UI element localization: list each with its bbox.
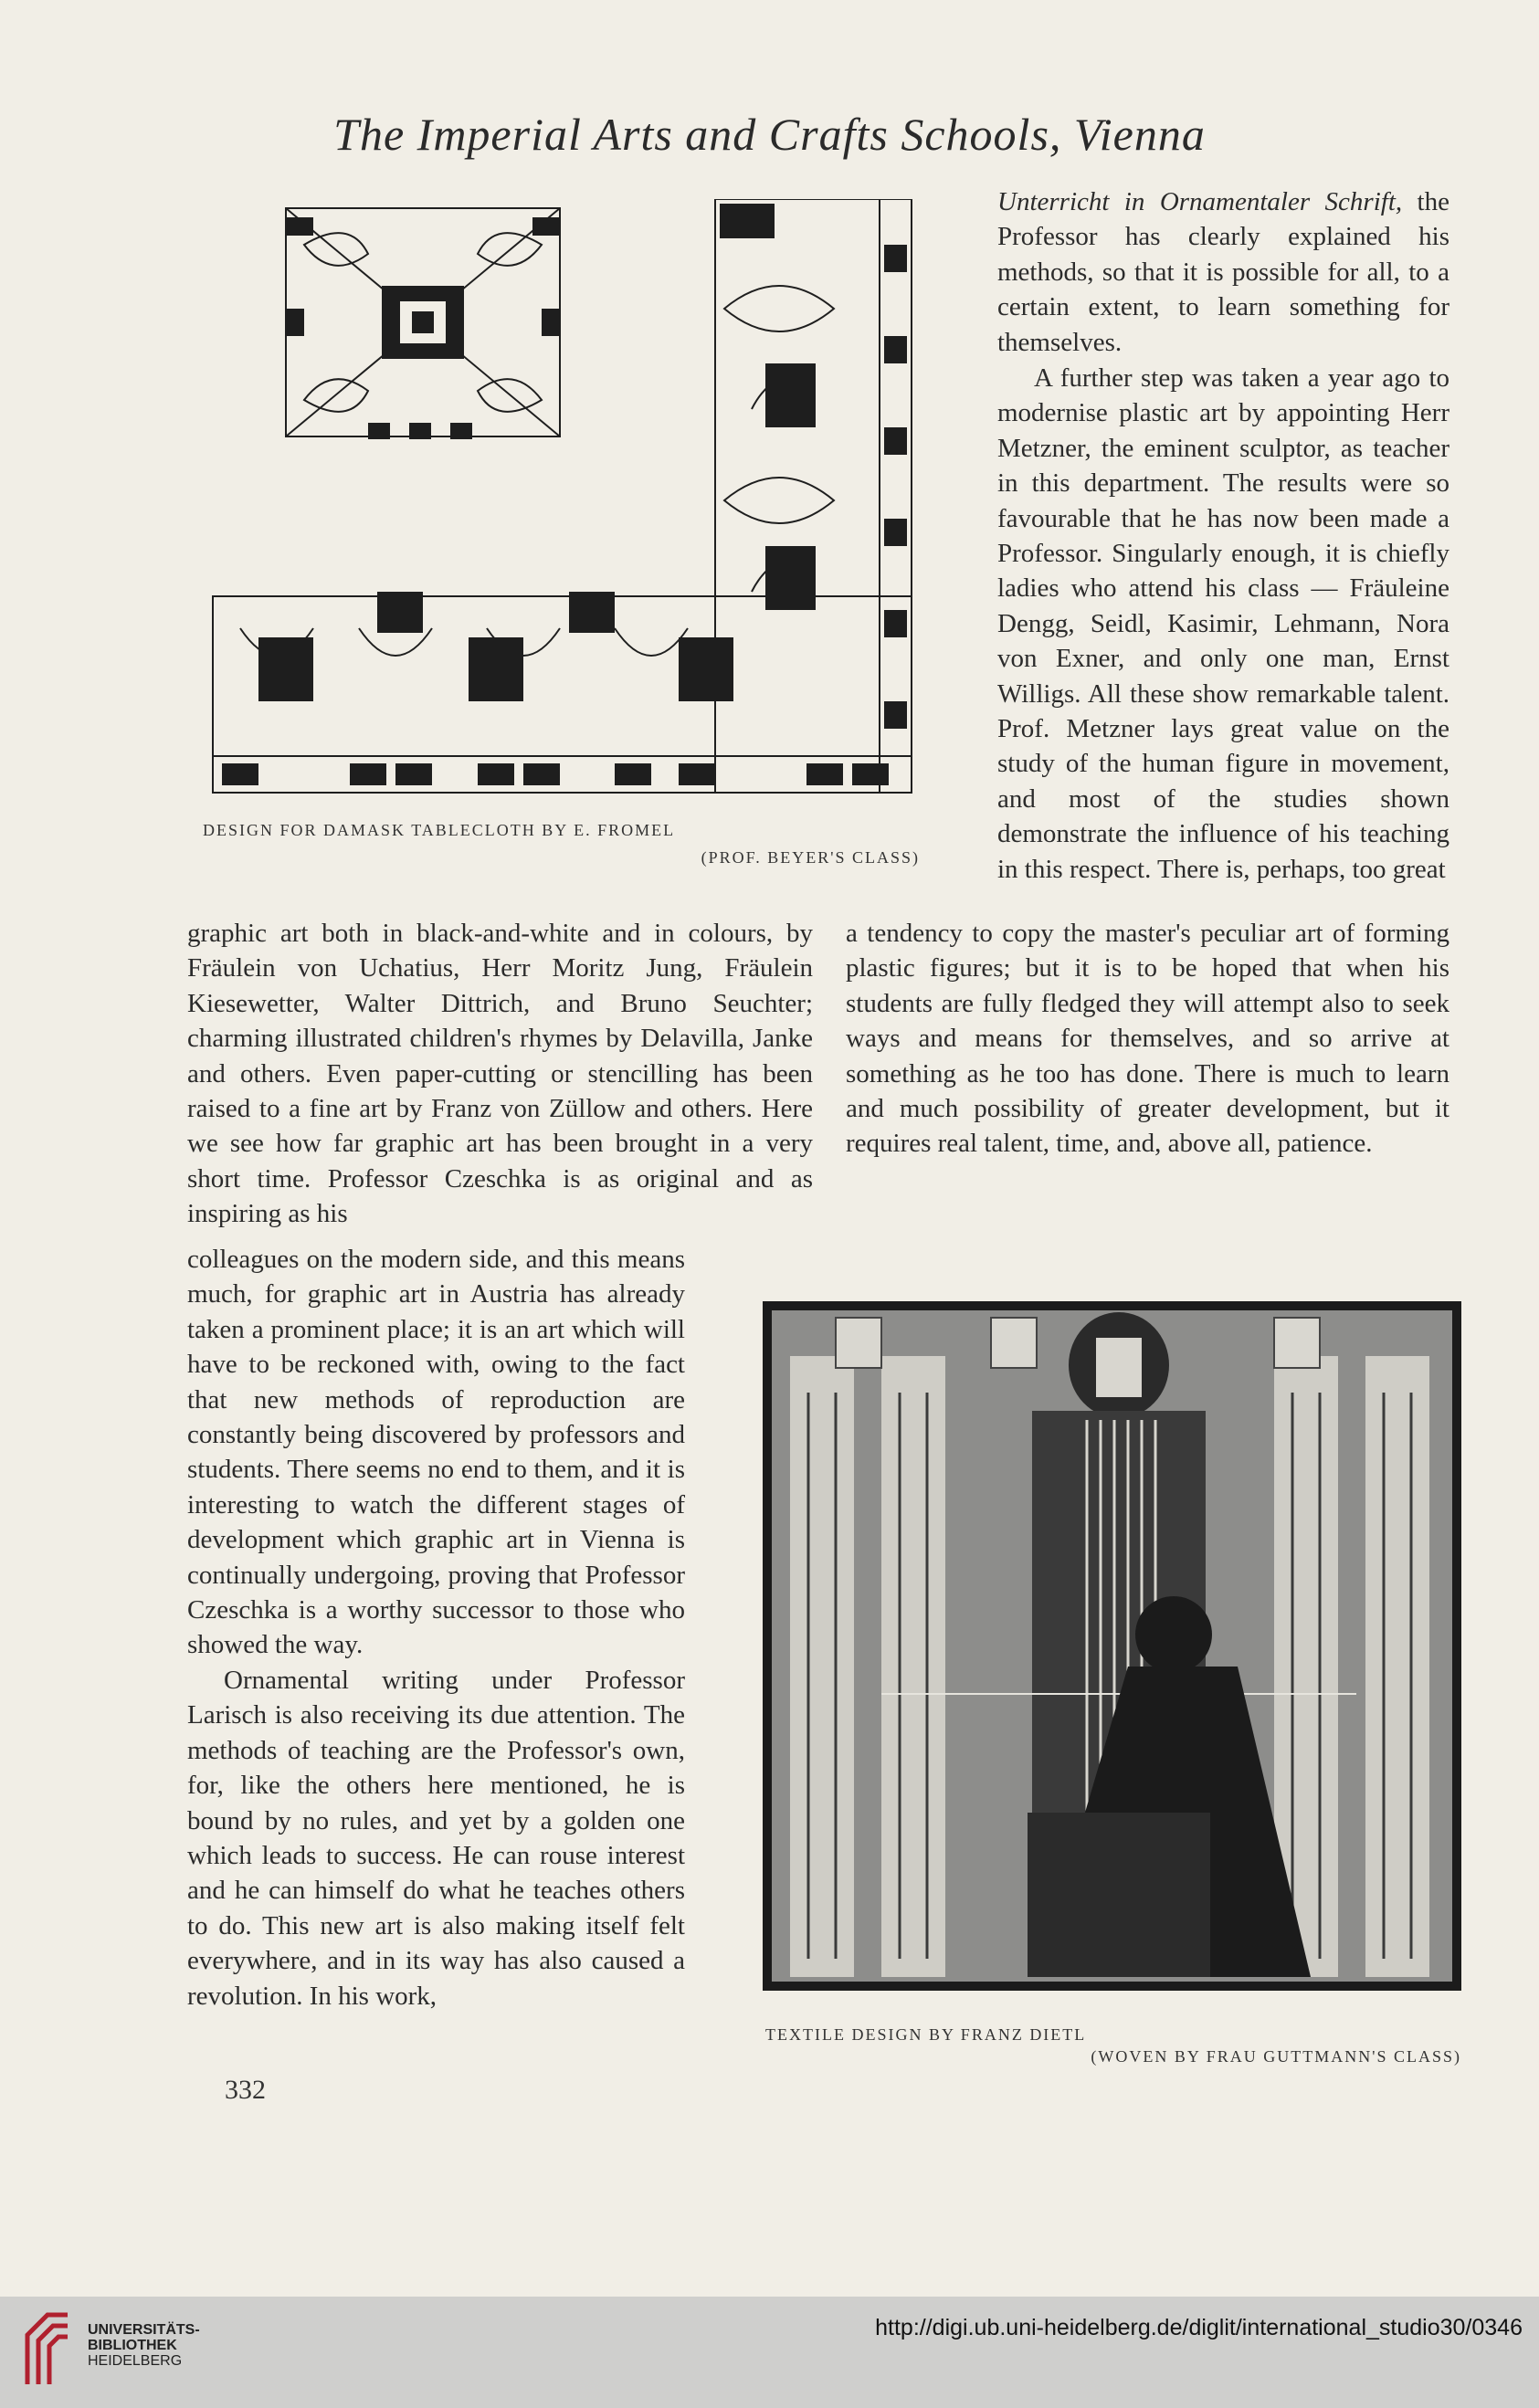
page-number: 332 bbox=[225, 2075, 266, 2105]
running-header: The Imperial Arts and Crafts Schools, Vienna bbox=[333, 109, 1206, 160]
left-column-text-top bbox=[187, 916, 813, 1232]
damask-pattern-image bbox=[204, 199, 916, 796]
library-name-line3: HEIDELBERG bbox=[88, 2353, 183, 2369]
figure1-caption-line1: DESIGN FOR DAMASK TABLECLOTH BY E. FROMEL bbox=[203, 821, 676, 839]
right-para1-body: the Professor has clearly explained his methods, so that it is possible for all, to a certain extent, to learn something for themselves. bbox=[997, 187, 1449, 357]
right-para2-continued: a tendency to copy the master's peculiar art of forming plastic figures; but it is to be hoped that when his students are fully fledged they will attempt also to seek ways and means for themselves, and so arrive at something as he too has done. There is much to learn and much possibility of greater development, but it requires real talent, time, and, above all, patience. bbox=[846, 919, 1449, 1159]
source-url-link[interactable]: http://digi.ub.uni-heidelberg.de/diglit/international_studio30/0346 bbox=[875, 2315, 1523, 2340]
textile-design-image bbox=[763, 1301, 1461, 1991]
right-para1 bbox=[997, 184, 1449, 360]
right-para1-italic: Unterricht in Ornamentaler Schrift, bbox=[997, 187, 1403, 216]
left-para1-continued: colleagues on the modern side, and this means much, for graphic art in Austria has already taken a prominent place; it is an art which will have to be reckoned with, owing to the fact that new methods of reproduction are constantly being discovered by professors and students. There seems no end to them, and it is interesting to watch the different stages of development which graphic art in Vienna is continually undergoing, proving that Professor Czeschka is a worthy successor to those who showed the way. bbox=[187, 1245, 685, 1660]
damask-design-figure bbox=[204, 199, 916, 796]
figure2-caption-line2: (WOVEN BY FRAU GUTTMANN'S CLASS) bbox=[1091, 2047, 1461, 2066]
left-column-text-main bbox=[187, 1242, 685, 2014]
library-name-line2: BIBLIOTHEK bbox=[88, 2338, 177, 2353]
figure1-caption bbox=[203, 816, 920, 871]
viewer-footer-bar bbox=[0, 2297, 1539, 2408]
textile-design-figure bbox=[763, 1301, 1461, 1991]
library-logo-icon bbox=[20, 2308, 75, 2386]
figure2-caption-line1: TEXTILE DESIGN BY FRANZ DIETL bbox=[765, 2025, 1087, 2044]
left-para2: Ornamental writing under Professor Larisch is also receiving its due attention. The methods of teaching are the Professor's own, for, like the others here mentioned, he is bound by no rules, and yet by a golden one which leads to success. He can rouse interest and he can himself do what he teaches others to do. This new art is also making itself felt everywhere, and in its way has also caused a revolution. In his work, bbox=[187, 1665, 685, 2011]
right-column-text-main bbox=[997, 361, 1449, 904]
library-name-line1: UNIVERSITÄTS- bbox=[88, 2322, 200, 2338]
figure2-caption bbox=[765, 2021, 1461, 2070]
right-column-text-bottom bbox=[846, 916, 1449, 1162]
left-para1: graphic art both in black-and-white and in colours, by Fräulein von Uchatius, Herr Moritz Jung, Fräulein Kiesewetter, Walter Dittrich, and Bruno Seuchter; charming illustrated children's rhymes by Delavilla, Janke and others. Even paper-cutting or stencilling has been raised to a fine art by Franz von Züllow and others. Here we see how far graphic art has been brought in a very short time. Professor Czeschka is as original and as inspiring as his bbox=[187, 919, 813, 1229]
right-column-text-top bbox=[997, 184, 1449, 360]
figure1-caption-line2: (PROF. BEYER'S CLASS) bbox=[701, 848, 920, 867]
right-para2: A further step was taken a year ago to modernise plastic art by appointing Herr Metzner, the eminent sculptor, as teacher in this department. The results were so favourable that he has now been made a Professor. Singularly enough, it is chiefly ladies who attend his class — Fräuleine Dengg, Seidl, Kasimir, Lehmann, Nora von Exner, and only one man, Ernst Willigs. All these show remarkable talent. Prof. Metzner lays great value on the study of the human figure in movement, and most of the studies shown demonstrate the influence of his teaching in this respect. There is, perhaps, too great bbox=[997, 363, 1449, 884]
library-name bbox=[88, 2322, 200, 2369]
